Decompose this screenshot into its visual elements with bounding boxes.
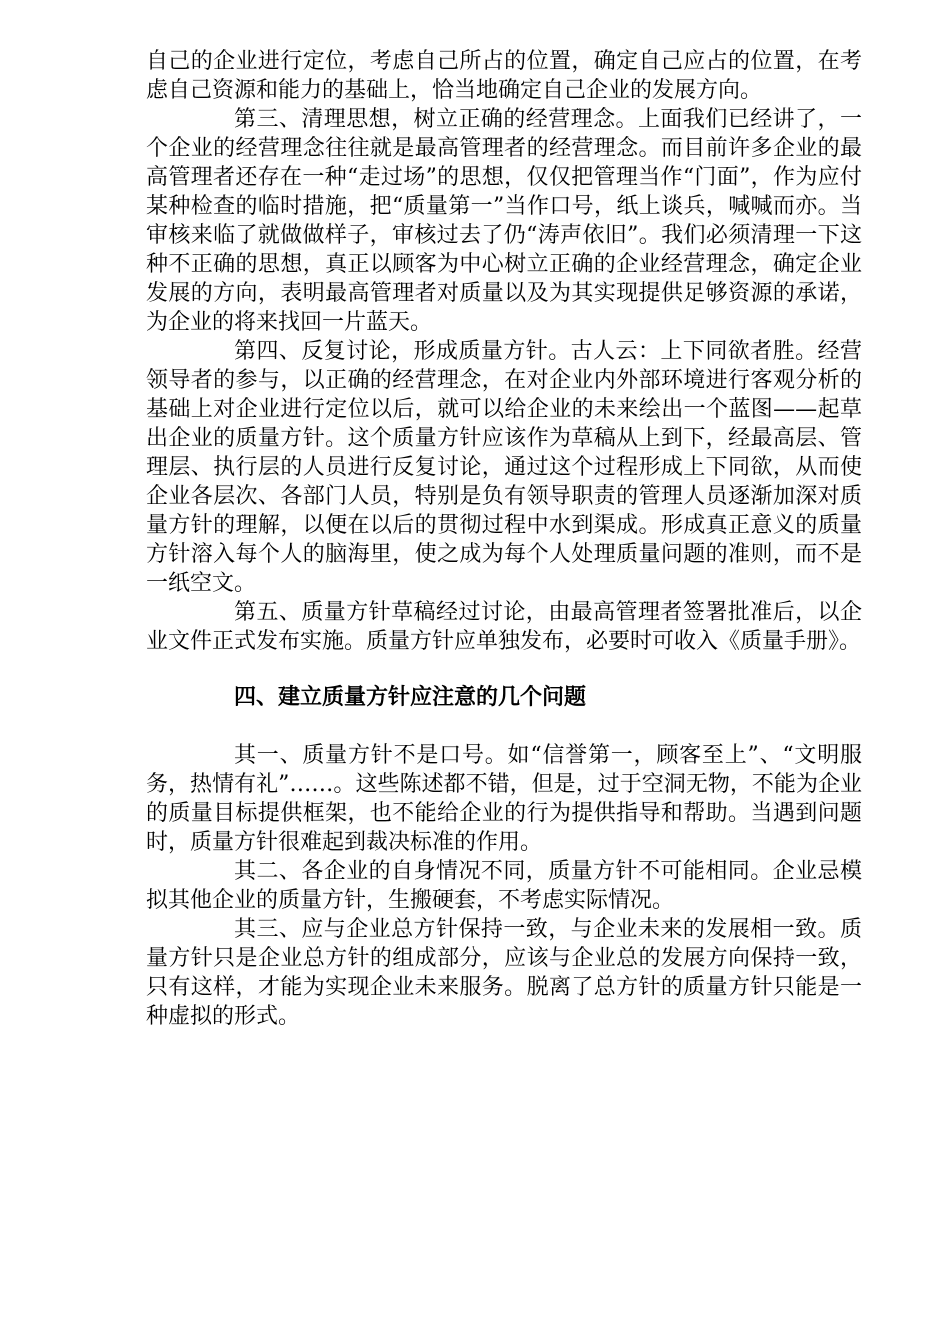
paragraph-issue-three: 其三、应与企业总方针保持一致，与企业未来的发展相一致。质量方针只是企业总方针的组成部分，应该与企业总的发展方向保持一致，只有这样，才能为实现企业未来服务。脱离了总方针的质量方针只能是一种虚拟的形式。: [146, 917, 862, 1029]
paragraph-positioning-continued: 自己的企业进行定位，考虑自己所占的位置，确定自己应占的位置，在考虑自己资源和能力的基础上，恰当地确定自己企业的发展方向。: [146, 49, 862, 103]
document-page: [146, 47, 862, 1031]
spacer: [146, 712, 862, 741]
paragraph-step-three: 第三、清理思想，树立正确的经营理念。上面我们已经讲了，一个企业的经营理念往往就是最高管理者的经营理念。而目前许多企业的最高管理者还存在一种“走过场”的思想，仅仅把管理当作“门面”，作为应付某种检查的临时措施，把“质量第一”当作口号，纸上谈兵，喊喊而亦。当审核来临了就做做样子，审核过去了仍“涛声依旧”。我们必须清理一下这种不正确的思想，真正以顾客为中心树立正确的企业经营理念，确定企业发展的方向，表明最高管理者对质量以及为其实现提供足够资源的承诺，为企业的将来找回一片蓝天。: [146, 107, 862, 335]
paragraph-issue-two: 其二、各企业的自身情况不同，质量方针不可能相同。企业忌模拟其他企业的质量方针，生搬硬套，不考虑实际情况。: [146, 859, 862, 913]
spacer: [146, 656, 862, 683]
paragraph-step-five: 第五、质量方针草稿经过讨论，由最高管理者签署批准后，以企业文件正式发布实施。质量方针应单独发布，必要时可收入《质量手册》。: [146, 600, 862, 654]
paragraph-issue-one: 其一、质量方针不是口号。如“信誉第一，顾客至上”、“文明服务，热情有礼”……。这些陈述都不错，但是，过于空洞无物，不能为企业的质量目标提供框架，也不能给企业的行为提供指导和帮助。当遇到问题时，质量方针很难起到裁决标准的作用。: [146, 743, 862, 855]
paragraph-step-four: 第四、反复讨论，形成质量方针。古人云：上下同欲者胜。经营领导者的参与，以正确的经营理念，在对企业内外部环境进行客观分析的基础上对企业进行定位以后，就可以给企业的未来绘出一个蓝图——起草出企业的质量方针。这个质量方针应该作为草稿从上到下，经最高层、管理层、执行层的人员进行反复讨论，通过这个过程形成上下同欲，从而使企业各层次、各部门人员，特别是负有领导职责的管理人员逐渐加深对质量方针的理解，以便在以后的贯彻过程中水到渠成。形成真正意义的质量方针溶入每个人的脑海里，使之成为每个人处理质量问题的准则，而不是一纸空文。: [146, 339, 862, 596]
section-heading: 四、建立质量方针应注意的几个问题: [234, 684, 587, 710]
